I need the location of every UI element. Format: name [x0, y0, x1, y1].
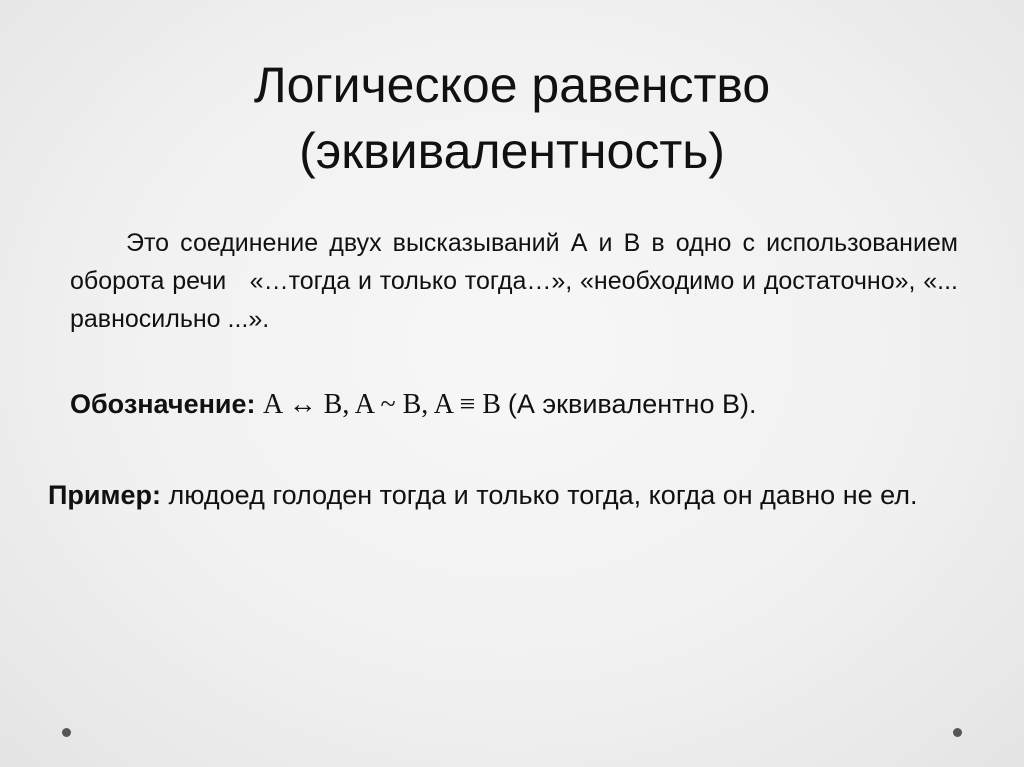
slide-title	[0, 52, 1024, 184]
notation-label: Обозначение:	[70, 389, 263, 419]
notation-formula: A ↔ B, A ~ B, A ≡ B	[263, 389, 508, 420]
corner-dot-right	[953, 728, 962, 737]
notation-line	[70, 384, 756, 425]
definition-text: Это соединение двух высказываний А и В в одно с использованием оборота речи «…тогда и только тогда…», «необходимо и достаточно», «... равносильно ...».	[70, 229, 958, 333]
corner-dot-left	[62, 728, 71, 737]
example-paragraph	[48, 474, 992, 516]
title-line-2: (эквивалентность)	[299, 123, 725, 179]
title-line-1: Логическое равенство	[253, 57, 771, 113]
notation-explanation: (А эквивалентно В).	[507, 389, 757, 419]
example-label: Пример:	[48, 480, 169, 510]
example-text: людоед голоден тогда и только тогда, когда он давно не ел.	[168, 480, 918, 510]
